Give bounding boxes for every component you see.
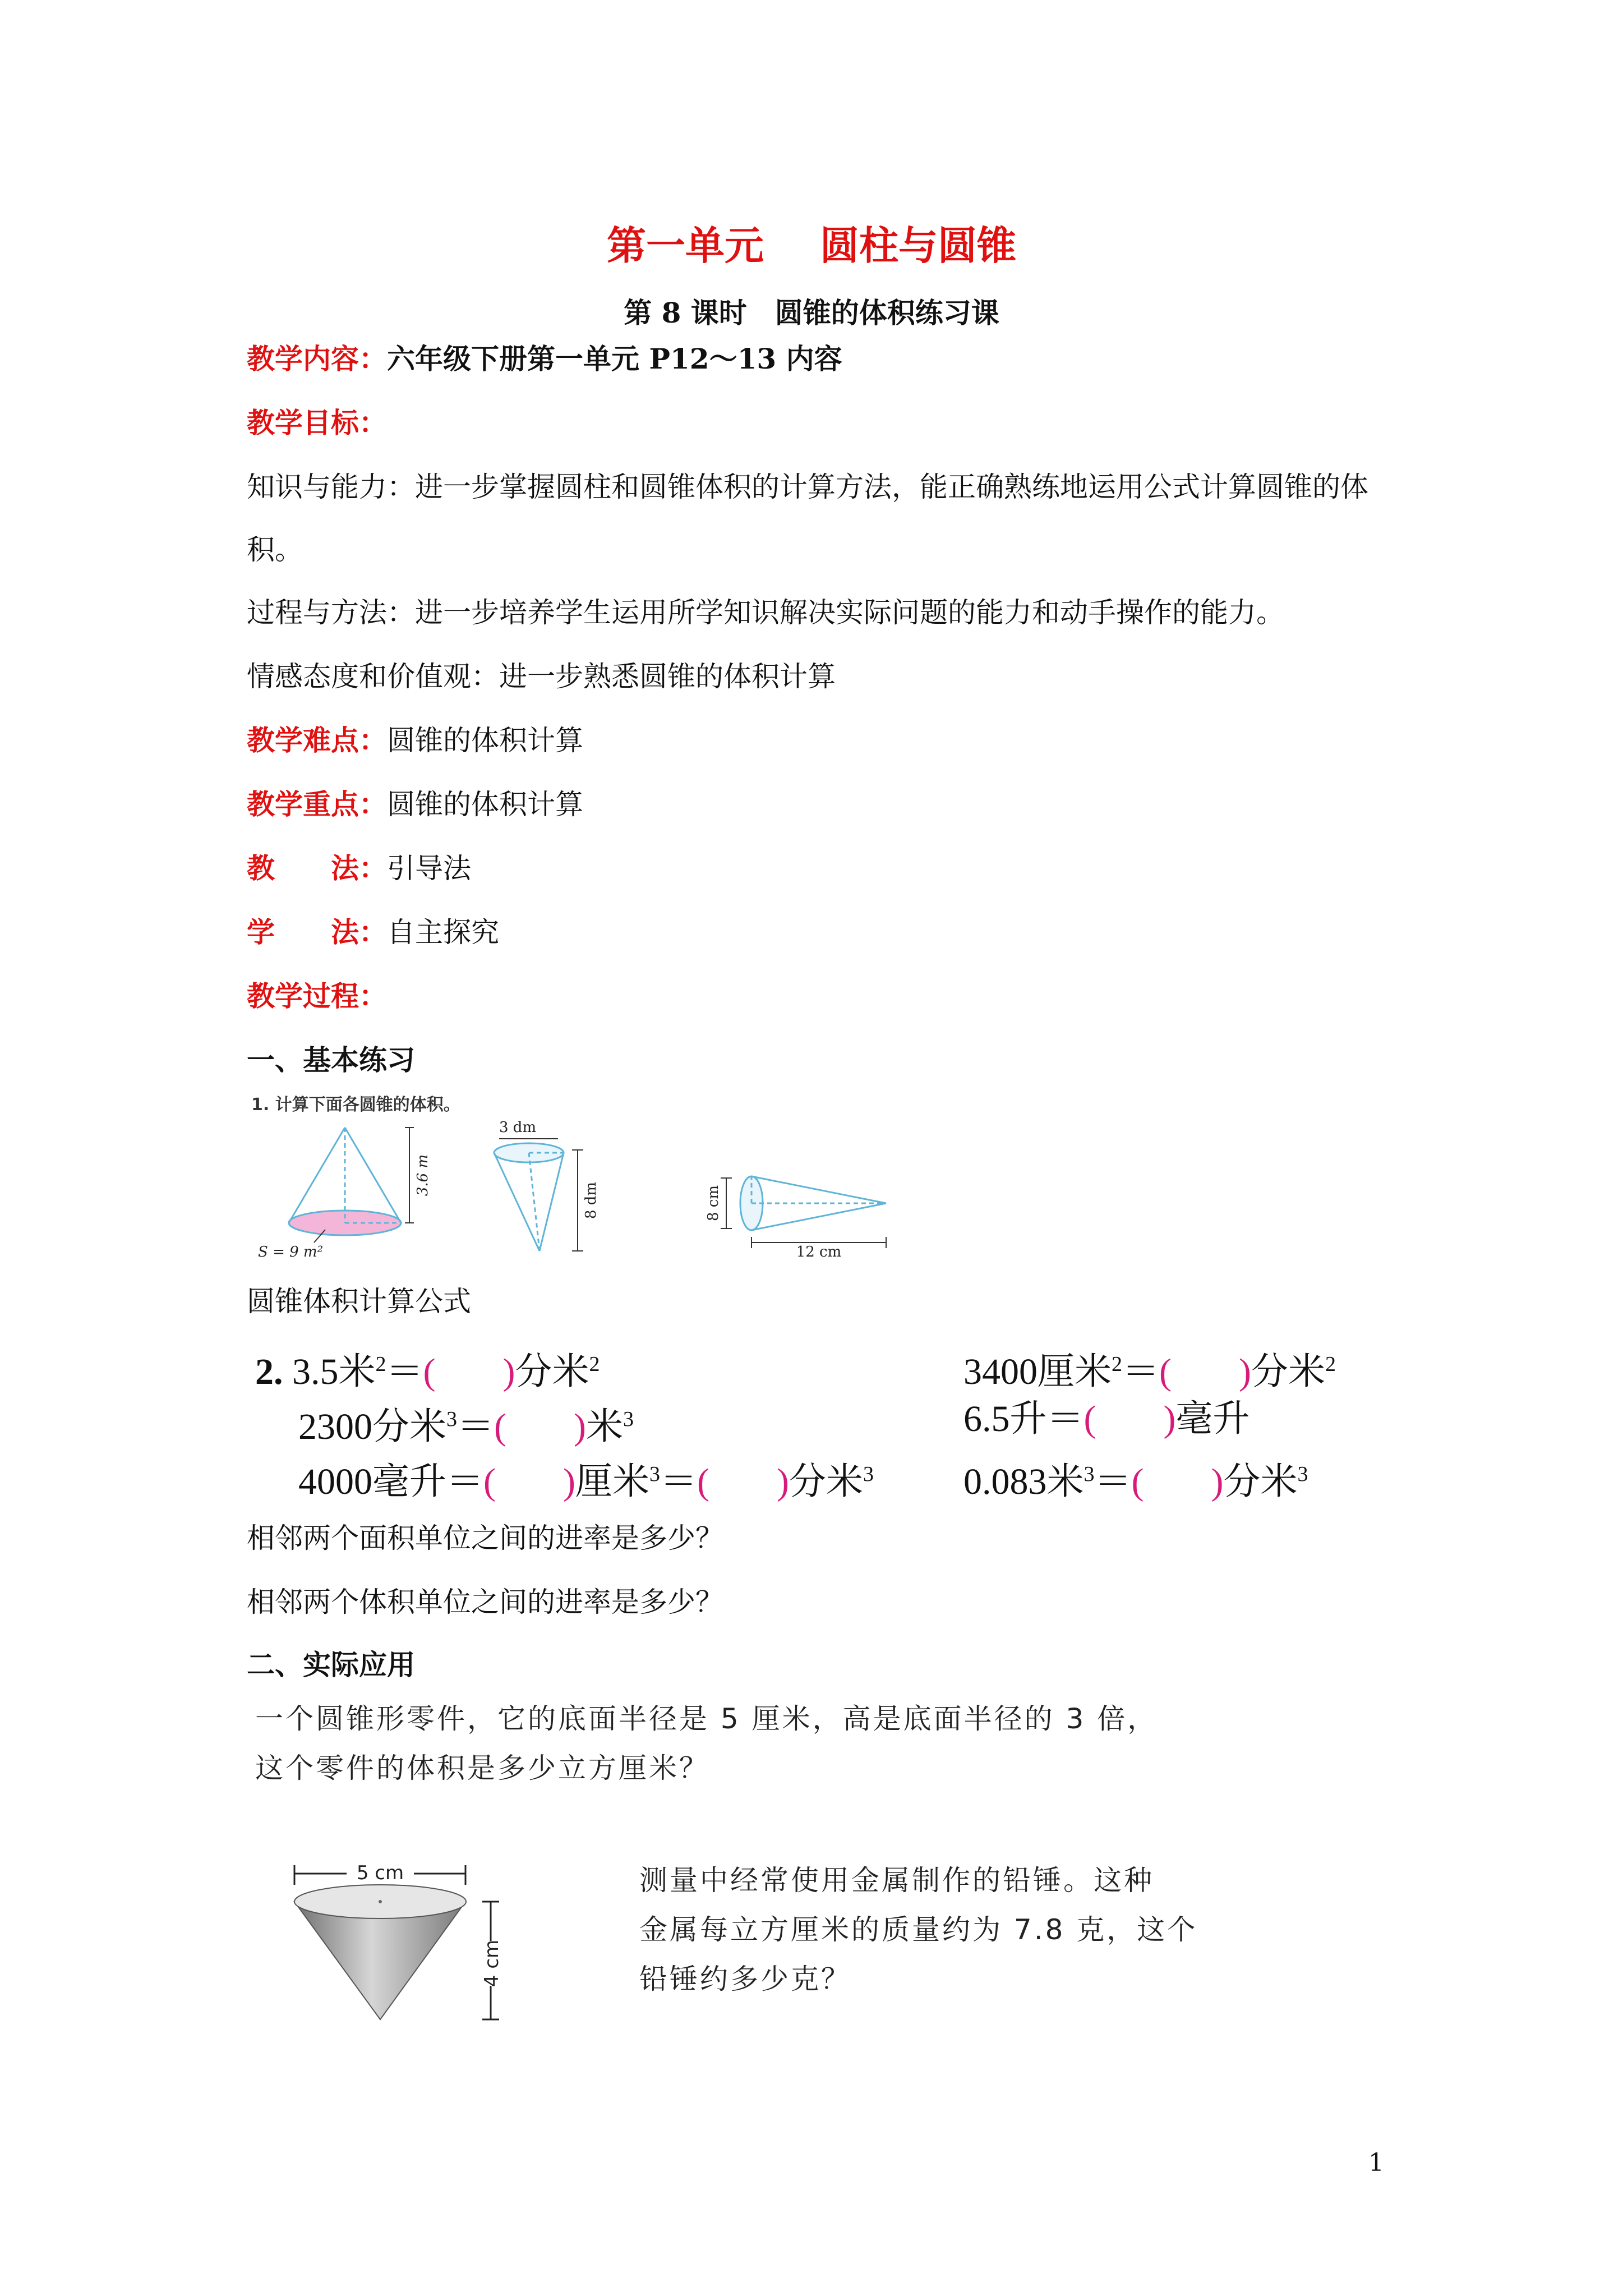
ex2-r3b-unit: 分米 [1223, 1461, 1298, 1502]
ex2-r1b-unit: 分米 [1251, 1351, 1325, 1392]
difficulty-value: 圆锥的体积计算 [387, 724, 583, 757]
goal-knowledge-line1: 知识与能力：进一步掌握圆柱和圆锥体积的计算方法，能正确熟练地运用公式计算圆锥的体 [247, 471, 1368, 503]
problem2-line3: 铅锤约多少克？ [639, 1963, 851, 1995]
learn-method-value: 自主探究 [387, 916, 499, 949]
exercise2-row2-right: 6.5升＝( )毫升 [963, 1398, 1250, 1439]
ex2-r1a: 3.5米 [292, 1351, 376, 1392]
ex2-r3a: 4000毫升＝ [298, 1461, 483, 1502]
section1-heading: 一、基本练习 [247, 1043, 415, 1076]
ex2-r2b-unit: 毫升 [1175, 1398, 1250, 1439]
exercise2-row1-right: 3400厘米$^2$＝( )分米$^2$ [963, 1351, 1336, 1392]
exercise1-title: 1. 计算下面各圆锥的体积。 [251, 1095, 460, 1115]
cone-figures [247, 1116, 897, 1262]
problem2-line2: 金属每立方厘米的质量约为 7.8 克，这个 [639, 1913, 1198, 1946]
learn-method-label: 学 法： [247, 915, 387, 949]
plumb-height-label: 4 cm [481, 1939, 503, 1987]
teach-method [247, 852, 471, 885]
plumb-bob-figure [280, 1851, 538, 2053]
ex2-r3a-unit2: 分米 [789, 1461, 863, 1502]
ex2-r1a-unit: 分米 [515, 1351, 589, 1392]
problem2 [639, 1856, 1256, 2004]
process-label: 教学过程： [247, 979, 387, 1013]
cone-figure-1 [258, 1128, 431, 1260]
ex2-r3a-unit1: 厘米 [575, 1461, 649, 1502]
ex2-r2b: 6.5升＝ [963, 1398, 1084, 1439]
exercise2-row3-right: 0.083米$^3$＝( )分米$^3$ [963, 1461, 1308, 1502]
learn-method [247, 915, 499, 949]
problem1 [255, 1694, 1237, 1793]
plumb-diameter-label: 5 cm [356, 1862, 404, 1884]
difficulty [247, 724, 583, 757]
question-area-rate: 相邻两个面积单位之间的进率是多少？ [247, 1522, 723, 1554]
goal-process: 过程与方法：进一步培养学生运用所学知识解决实际问题的能力和动手操作的能力。 [247, 596, 1284, 629]
problem2-line1: 测量中经常使用金属制作的铅锤。这种 [639, 1864, 1154, 1897]
goal-emotion: 情感态度和价值观：进一步熟悉圆锥的体积计算 [247, 660, 836, 693]
topic-title: 圆柱与圆锥 [820, 222, 1016, 269]
ex2-r1b: 3400厘米 [963, 1351, 1112, 1392]
lesson-subtitle [0, 291, 1623, 331]
fig3-height-label: 12 cm [796, 1244, 842, 1260]
exercise2-number: 2. [255, 1351, 283, 1392]
problem1-line2: 这个零件的体积是多少立方厘米？ [255, 1752, 709, 1784]
goal-knowledge-line2: 积。 [247, 533, 303, 566]
lesson-name: 圆锥的体积练习课 [774, 296, 999, 329]
fig2-height-label: 8 dm [583, 1181, 600, 1220]
teach-method-label: 教 法： [247, 852, 387, 885]
question-volume-rate: 相邻两个体积单位之间的进率是多少？ [247, 1586, 723, 1618]
teach-method-value: 引导法 [387, 852, 471, 885]
goals-label: 教学目标： [247, 406, 387, 439]
formula-prompt: 圆锥体积计算公式 [247, 1285, 471, 1318]
ex2-r2a: 2300分米 [298, 1406, 446, 1447]
page-number: 1 [1368, 2148, 1384, 2177]
fig1-area-label: S = 9 m² [258, 1244, 324, 1260]
teaching-content-label: 教学内容： [247, 342, 387, 375]
problem1-line1: 一个圆锥形零件，它的底面半径是 5 厘米，高是底面半径的 3 倍， [255, 1703, 1158, 1735]
page-title [0, 214, 1623, 271]
unit-title: 第一单元 [607, 222, 764, 269]
fig1-height-label: 3.6 m [414, 1154, 431, 1197]
key-point [247, 788, 583, 821]
ex2-r2a-unit: 米 [585, 1406, 623, 1447]
exercise2-row1-left: 2. 3.5米$^2$＝( )分米$^2$ [255, 1351, 600, 1392]
teaching-content [247, 342, 842, 376]
exercise2-row3-left: 4000毫升＝( )厘米$^3$＝( )分米$^3$ [298, 1461, 874, 1502]
cone-figure-3 [705, 1176, 886, 1260]
teaching-content-value: 六年级下册第一单元 P12～13 内容 [387, 342, 842, 375]
key-point-label: 教学重点： [247, 788, 387, 821]
section2-heading: 二、实际应用 [247, 1648, 415, 1681]
difficulty-label: 教学难点： [247, 724, 387, 757]
ex2-r3b: 0.083米 [963, 1461, 1084, 1502]
fig3-diameter-label: 8 cm [705, 1185, 722, 1222]
cone-figure-2 [494, 1119, 600, 1251]
lesson-number: 第 8 课时 [624, 296, 747, 329]
exercise2-row2-left: 2300分米$^3$＝( )米$^3$ [298, 1406, 634, 1447]
key-point-value: 圆锥的体积计算 [387, 788, 583, 821]
fig2-diameter-label: 3 dm [499, 1119, 537, 1136]
